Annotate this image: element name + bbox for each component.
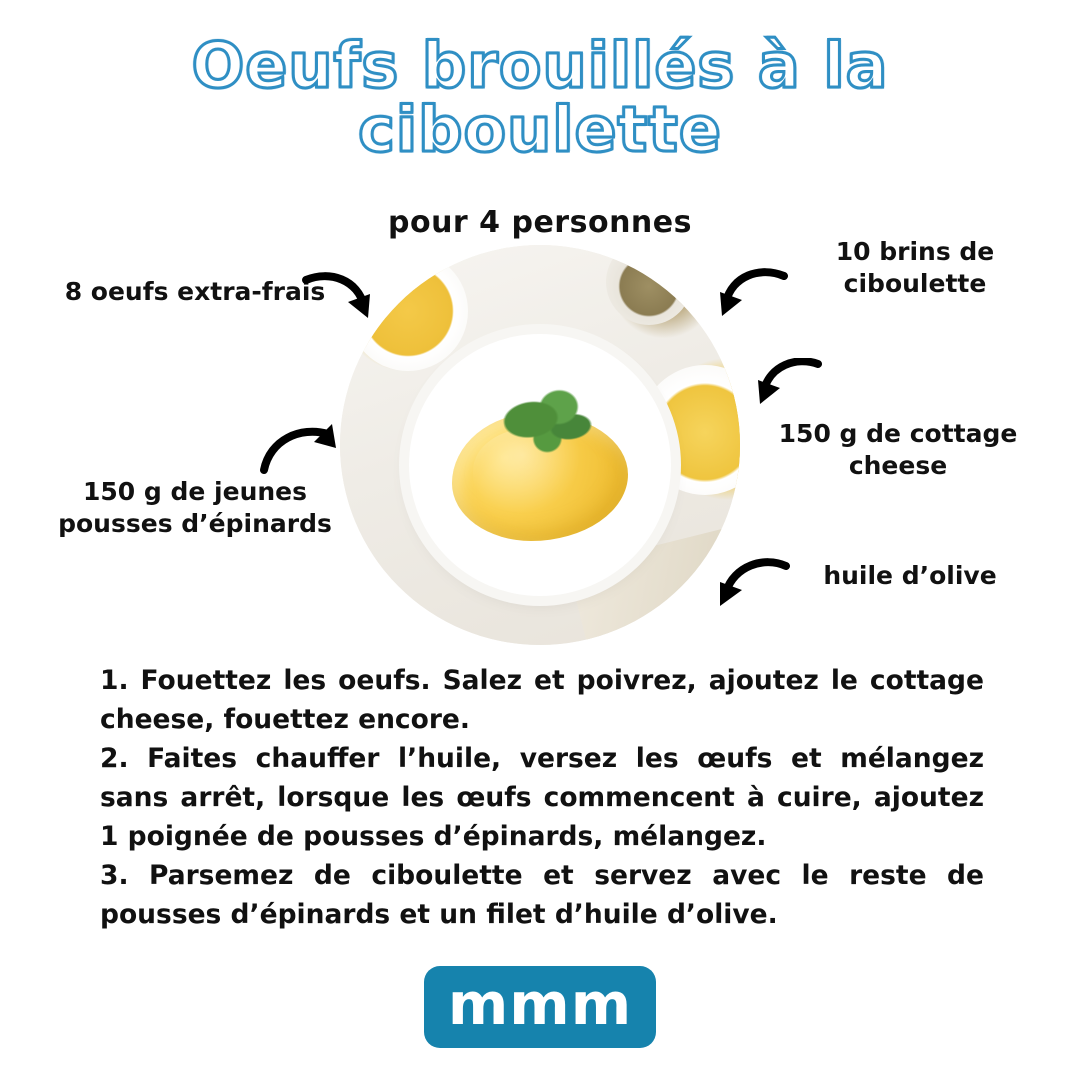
ingredient-spinach: 150 g de jeunes pousses d’épinards <box>58 477 332 538</box>
arrow-to-spinach-icon <box>256 420 342 482</box>
servings-label: pour 4 personnes <box>387 205 692 240</box>
instruction-step-3: 3. Parsemez de ciboulette et servez avec le reste de pousses d’épinards et un filet d’huile d’olive. <box>100 859 984 930</box>
arrow-to-chives-icon <box>704 268 790 330</box>
brand-logo-text: mmm <box>447 970 633 1038</box>
spice-bowl <box>606 245 692 325</box>
instruction-step-2: 2. Faites chauffer l’huile, versez les œufs et mélangez sans arrêt, lorsque les œufs commencent à cuire, ajoutez 1 poignée de pousses d’épinards, mélangez. <box>100 742 984 852</box>
title-line-1: Oeufs brouillés à la <box>191 29 889 102</box>
arrow-to-cottage-icon <box>744 358 824 416</box>
brand-logo <box>424 966 656 1048</box>
arrow-to-eggs-icon <box>300 272 380 332</box>
title-line-2: ciboulette <box>358 92 722 166</box>
ingredient-eggs: 8 oeufs extra-frais <box>64 277 326 306</box>
instructions <box>100 662 984 935</box>
ingredient-olive-oil: huile d’olive <box>823 561 997 590</box>
ingredient-cottage-cheese: 150 g de cottage cheese <box>778 419 1018 480</box>
instruction-step-1: 1. Fouettez les oeufs. Salez et poivrez, ajoutez le cottage cheese, fouettez encore. <box>100 665 984 735</box>
page-title <box>0 29 1080 166</box>
photo-background <box>340 245 740 645</box>
arrow-to-oil-icon <box>700 552 792 616</box>
ingredient-chives: 10 brins de ciboulette <box>835 237 995 298</box>
parsley-sprig-icon <box>500 383 601 465</box>
recipe-photo <box>340 245 740 645</box>
